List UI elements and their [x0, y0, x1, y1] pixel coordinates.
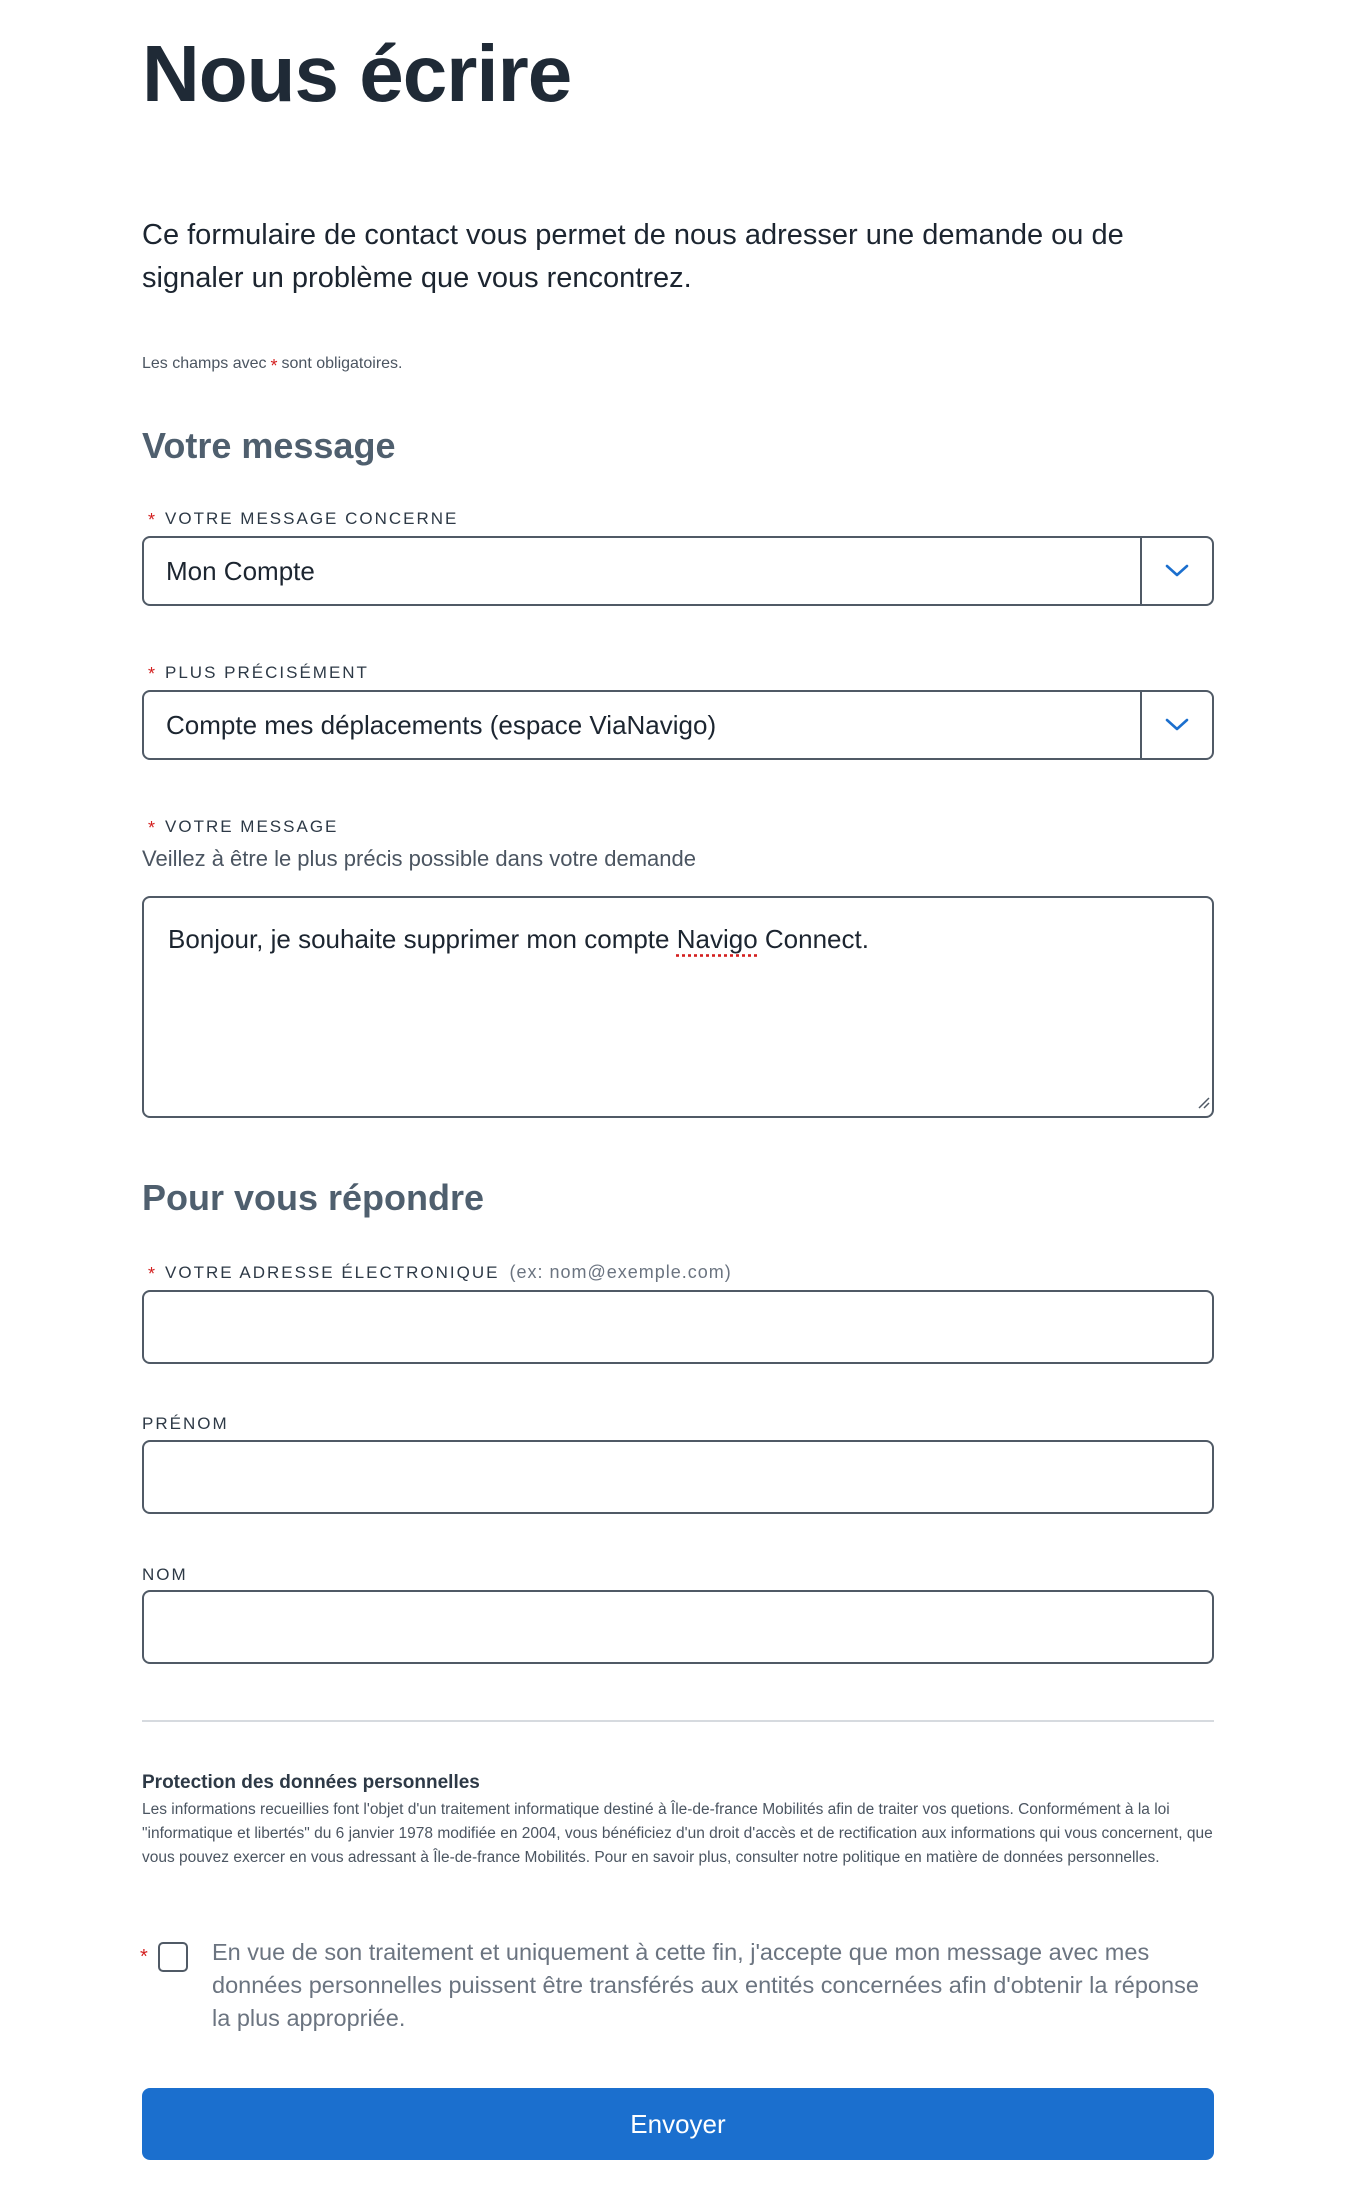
required-star-icon: * — [148, 818, 158, 838]
message-textarea[interactable] — [142, 896, 1214, 1118]
last-name-field[interactable] — [142, 1590, 1214, 1664]
message-text-misspelled: Navigo — [676, 924, 758, 954]
section-heading-reply: Pour vous répondre — [142, 1177, 485, 1218]
privacy-title: Protection des données personnelles — [142, 1772, 480, 1793]
message-label-text: VOTRE MESSAGE — [165, 817, 339, 836]
required-star-icon: * — [140, 1946, 148, 1968]
detail-select-value: Compte mes déplacements (espace ViaNavigo) — [166, 709, 717, 740]
message-label — [142, 816, 338, 837]
subject-label-text: VOTRE MESSAGE CONCERNE — [165, 509, 459, 528]
page-title: Nous écrire — [142, 29, 572, 118]
required-star-icon: * — [148, 1264, 158, 1284]
first-name-field[interactable] — [142, 1440, 1214, 1514]
last-name-label: NOM — [142, 1565, 188, 1584]
required-note-after: sont obligatoires. — [281, 355, 403, 372]
detail-select[interactable] — [142, 690, 1214, 760]
subject-label — [142, 508, 458, 529]
required-note-before: Les champs avec — [142, 355, 267, 372]
subject-select[interactable] — [142, 536, 1214, 606]
email-label-text: VOTRE ADRESSE ÉLECTRONIQUE — [165, 1263, 500, 1282]
required-star-icon: * — [148, 510, 158, 530]
message-help: Veillez à être le plus précis possible dans votre demande — [142, 846, 696, 871]
submit-button[interactable]: Envoyer — [142, 2088, 1214, 2160]
required-star-icon: * — [270, 356, 278, 376]
consent-checkbox[interactable] — [158, 1942, 188, 1972]
chevron-down-icon[interactable] — [1140, 692, 1212, 758]
message-text-after: Connect. — [757, 924, 869, 954]
email-field[interactable] — [142, 1290, 1214, 1364]
chevron-down-icon[interactable] — [1140, 538, 1212, 604]
detail-label — [142, 662, 369, 683]
section-heading-message: Votre message — [142, 425, 396, 466]
resize-handle-icon[interactable] — [1196, 1095, 1210, 1114]
detail-label-text: PLUS PRÉCISÉMENT — [165, 663, 369, 682]
message-textarea-value — [168, 924, 869, 955]
required-fields-note — [142, 352, 403, 376]
required-star-icon: * — [148, 664, 158, 684]
email-hint: (ex: nom@exemple.com) — [509, 1262, 732, 1282]
intro-text: Ce formulaire de contact vous permet de nous adresser une demande ou de signaler un problème que vous rencontrez. — [142, 219, 1124, 294]
consent-text: En vue de son traitement et uniquement à cette fin, j'accepte que mon message avec mes données personnelles puissent être transférés aux entités concernées afin d'obtenir la réponse la plus appropriée. — [212, 1939, 1199, 2031]
divider — [142, 1720, 1214, 1722]
subject-select-value: Mon Compte — [166, 555, 315, 586]
first-name-label: PRÉNOM — [142, 1414, 229, 1433]
message-text-before: Bonjour, je souhaite supprimer mon compte — [168, 924, 677, 954]
privacy-text: Les informations recueillies font l'objet d'un traitement informatique destiné à Île-de-france Mobilités afin de traiter vos quetions. Conformément à la loi "informatique et libertés" du 6 janvier 1978 modifiée en 2004, vous bénéficiez d'un droit d'accès et de rectification aux informations qui vous concernent, que vous pouvez exercer en vous adressant à Île-de-france Mobilités. Pour en savoir plus, consulter notre politique en matière de données personnelles. — [142, 1801, 1213, 1866]
email-label — [142, 1262, 732, 1283]
